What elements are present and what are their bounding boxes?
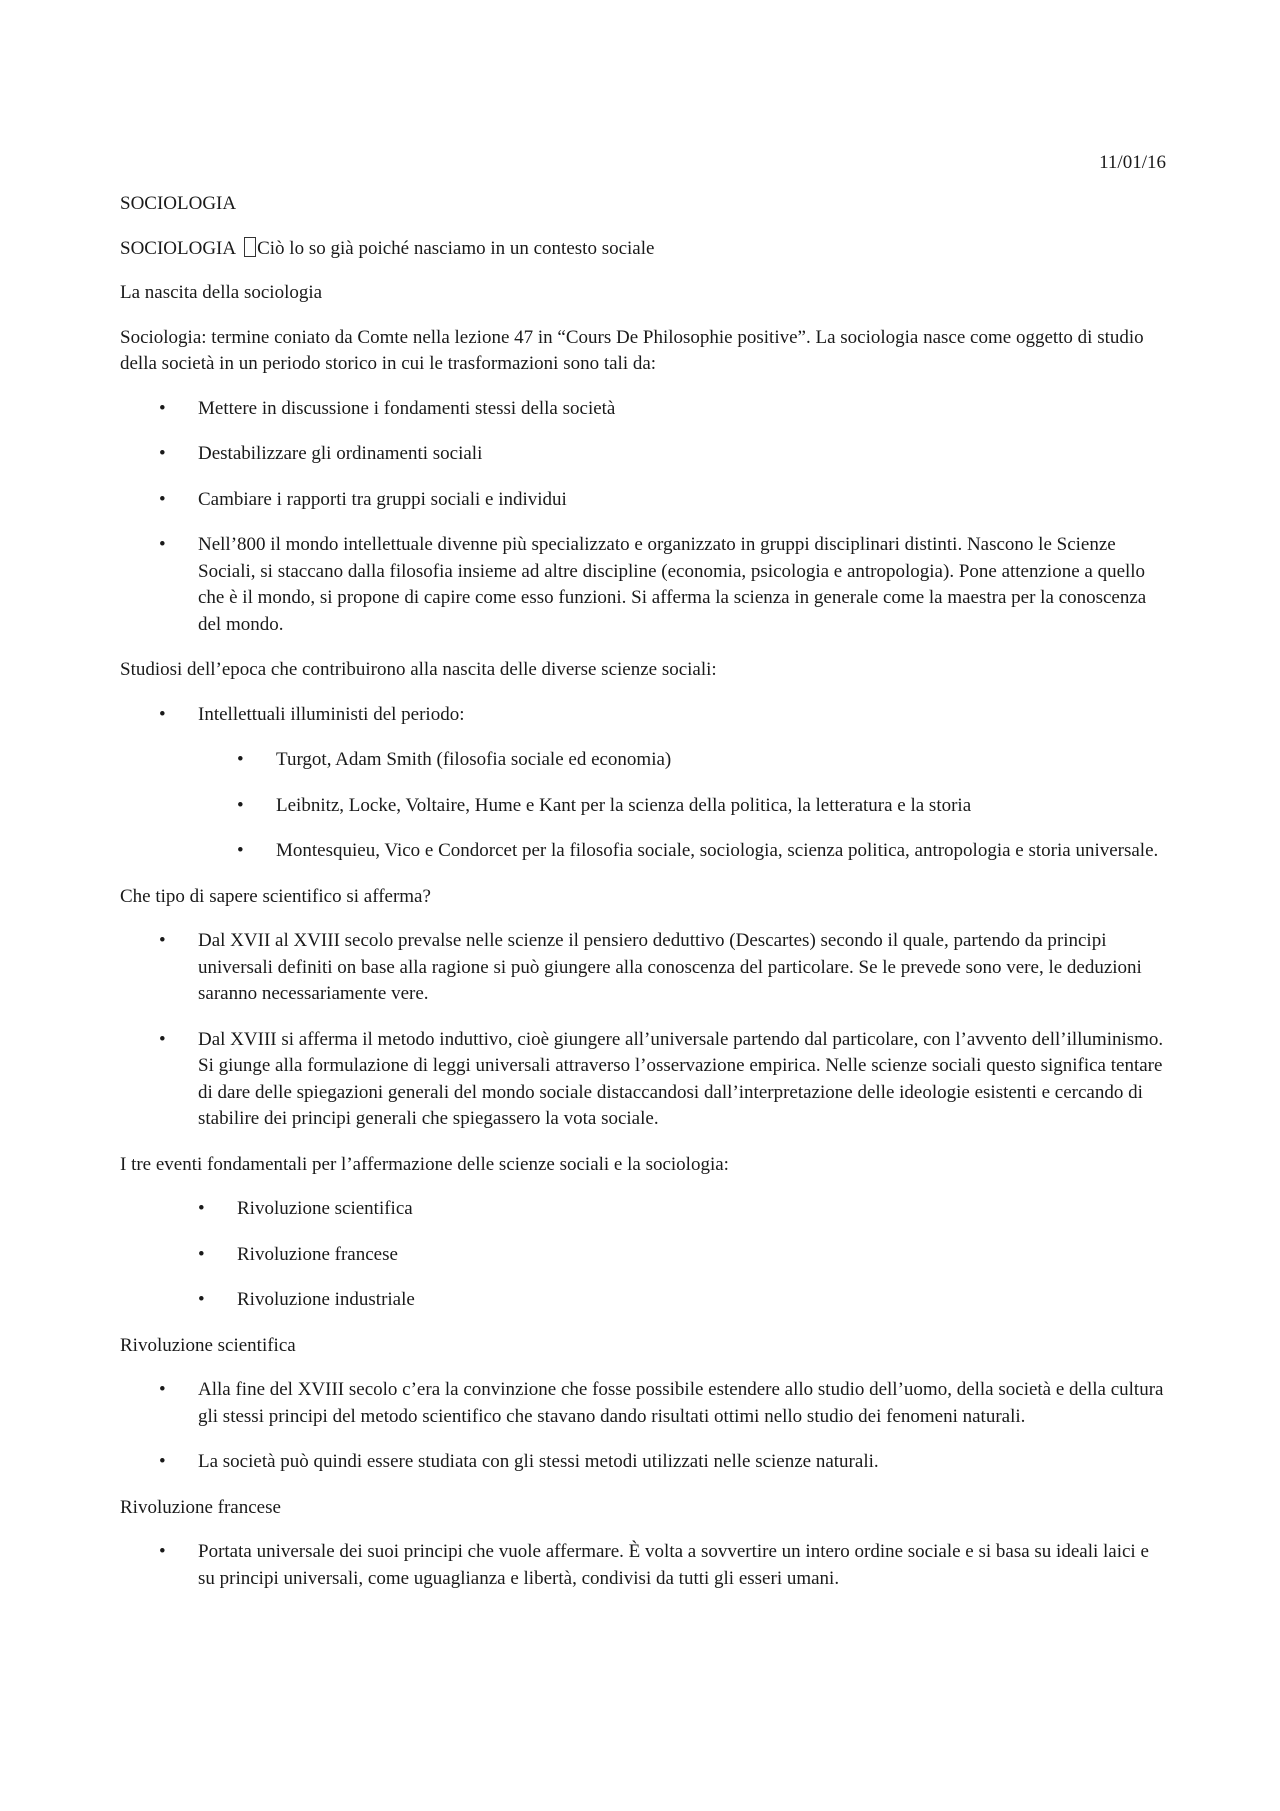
bullet-marker: •: [159, 534, 166, 555]
scientific-bullet-list: [120, 1377, 1170, 1476]
intro-rest: Ciò lo so già poiché nasciamo in un contesto sociale: [257, 237, 655, 259]
list-item: • Leibnitz, Locke, Voltaire, Hume e Kant per la scienza della politica, la letteratura e la storia: [120, 793, 1170, 820]
bullet-marker: •: [237, 840, 244, 861]
section-french-heading: Rivoluzione francese: [120, 1496, 281, 1518]
birth-bullet-list: [120, 396, 1170, 639]
section-birth-heading: La nascita della sociologia: [120, 282, 323, 303]
document-body: [120, 191, 1170, 1611]
section-scientific-heading: Rivoluzione scientifica: [120, 1334, 296, 1356]
list-item: • Mettere in discussione i fondamenti stessi della società: [120, 396, 1170, 423]
list-item: • Nell’800 il mondo intellettuale divenne più specializzato e organizzato in gruppi disciplinari distinti. Nascono le Scienze Sociali, si staccano dalla filosofia insieme ad altre discipline (economia, psicologia e antropologia). Pone attenzione a quello che è il mondo, si propone di capire come esso funzioni. Si afferma la scienza in generale come la maestra per la conoscenza del mondo.: [159, 534, 1147, 635]
list-item: • Montesquieu, Vico e Condorcet per la filosofia sociale, sociologia, scienza politica, antropologia e storia universale.: [120, 838, 1170, 865]
missing-glyph-icon: [244, 237, 256, 257]
bullet-marker: •: [159, 1451, 166, 1472]
list-item: • Alla fine del XVIII secolo c’era la convinzione che fosse possibile estendere allo studio dell’uomo, della società e della cultura gli stessi principi del metodo scientifico che stavano dando risultati ottimi nello studio dei fenomeni naturali.: [159, 1379, 1164, 1427]
bullet-marker: •: [237, 749, 244, 770]
french-bullet-list: [120, 1539, 1170, 1592]
list-item: • Rivoluzione industriale: [120, 1287, 1170, 1314]
bullet-marker: •: [159, 488, 166, 510]
section-scholars-intro: Studiosi dell’epoca che contribuirono alla nascita delle diverse scienze sociali:: [120, 659, 717, 680]
intro-line: [120, 236, 1170, 263]
bullet-marker: •: [237, 794, 244, 816]
list-item: • Dal XVIII si afferma il metodo induttivo, cioè giungere all’universale partendo dal particolare, con l’avvento dell’illuminismo. Si giunge alla formulazione di leggi universali attraverso l’osservazione empirica. Nelle scienze sociali questo significa tentare di dare delle spiegazioni generali del mondo sociale distaccandosi dall’interpretazione delle ideologie esistenti e cercando di stabilire dei principi generali che spiegassero la vota sociale.: [159, 1028, 1164, 1129]
document-date: 11/01/16: [1099, 152, 1166, 173]
knowledge-bullet-list: [120, 928, 1170, 1133]
list-item: • Turgot, Adam Smith (filosofia sociale ed economia): [120, 747, 1170, 774]
section-knowledge-question: Che tipo di sapere scientifico si afferma?: [120, 885, 431, 907]
list-item: • Rivoluzione scientifica: [120, 1196, 1170, 1223]
list-item: • Rivoluzione francese: [120, 1242, 1170, 1269]
list-item: • Cambiare i rapporti tra gruppi sociali e individui: [120, 487, 1170, 514]
list-item: • Destabilizzare gli ordinamenti sociali: [120, 441, 1170, 468]
bullet-marker: •: [159, 443, 166, 464]
bullet-marker: •: [159, 397, 166, 419]
list-item: • Portata universale dei suoi principi che vuole affermare. È volta a sovvertire un intero ordine sociale e si basa su ideali laici e su principi universali, come uguaglianza e libertà, condivisi da tutti gli esseri umani.: [159, 1541, 1149, 1589]
bullet-marker: •: [159, 1379, 166, 1400]
list-item: • La società può quindi essere studiata con gli stessi metodi utilizzati nelle scienze naturali.: [120, 1449, 1170, 1476]
bullet-marker: •: [198, 1198, 205, 1219]
document-title: SOCIOLOGIA: [120, 193, 237, 214]
list-item: • Intellettuali illuministi del periodo:: [120, 702, 1170, 729]
bullet-marker: •: [198, 1243, 205, 1265]
bullet-marker: •: [198, 1289, 205, 1310]
scholars-bullet-list: [120, 702, 1170, 865]
bullet-marker: •: [159, 1028, 166, 1050]
section-events-intro: I tre eventi fondamentali per l’affermazione delle scienze sociali e la sociologia:: [120, 1153, 729, 1175]
intro-lead: SOCIOLOGIA: [120, 237, 237, 259]
bullet-marker: •: [159, 1541, 166, 1562]
section-birth-paragraph: Sociologia: termine coniato da Comte nella lezione 47 in “Cours De Philosophie positive”. La sociologia nasce come oggetto di studio della società in un periodo storico in cui le trasformazioni sono tali da:: [120, 326, 1144, 374]
list-item: • Dal XVII al XVIII secolo prevalse nelle scienze il pensiero deduttivo (Descartes) secondo il quale, partendo da principi universali definiti on base alla ragione si può giungere alla conoscenza del particolare. Se le prevede sono vere, le deduzioni saranno necessariamente vere.: [159, 930, 1142, 1004]
events-bullet-list: [120, 1196, 1170, 1314]
bullet-marker: •: [159, 930, 166, 951]
bullet-marker: •: [159, 703, 166, 725]
